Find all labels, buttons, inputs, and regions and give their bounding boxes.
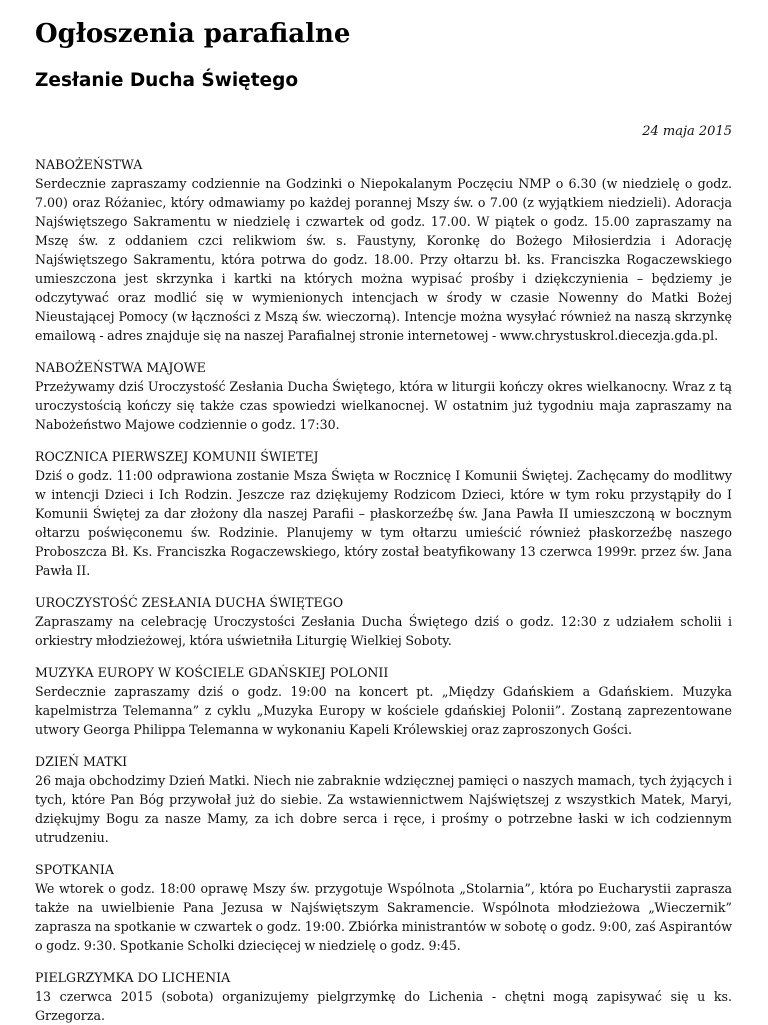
section-spotkania: [35, 860, 732, 955]
section-title: SPOTKANIA: [35, 862, 114, 877]
section-muzyka-europy: [35, 663, 732, 739]
section-pielgrzymka: [35, 968, 732, 1025]
section-title: NABOŻEŃSTWA MAJOWE: [35, 360, 206, 375]
section-title: NABOŻEŃSTWA: [35, 157, 143, 172]
page-title: Ogłoszenia parafialne: [35, 19, 351, 49]
page-subtitle: Zesłanie Ducha Świętego: [35, 70, 299, 91]
section-rocznica-komunii: [35, 447, 732, 580]
section-body: We wtorek o godz. 18:00 oprawę Mszy św. przygotuje Wspólnota „Stolarnia”, która po Eucharystii zaprasza także na uwielbienie Pana Jezusa w Najświętszym Sakramencie. Wspólnota młodzieżowa „Wieczernik” zaprasza na spotkanie w czwartek o godz. 19:00. Zbiórka ministrantów w sobotę o godz. 9:00, zaś Aspirantów o godz. 9:30. Spotkanie Scholki dziecięcej w niedzielę o godz. 9:45.: [35, 881, 732, 953]
section-nabozenstwa: [35, 155, 732, 345]
section-body: Przeżywamy dziś Uroczystość Zesłania Ducha Świętego, która w liturgii kończy okres wielkanocny. Wraz z tą uroczystością kończy się także czas spowiedzi wielkanocnej. W ostatnim już tygodniu maja zapraszamy na Nabożeństwo Majowe codziennie o godz. 17:30.: [35, 379, 732, 432]
section-body: Serdecznie zapraszamy dziś o godz. 19:00 na koncert pt. „Między Gdańskiem a Gdańskiem. Muzyka kapelmistrza Telemanna” z cyklu „Muzyka Europy w kościele gdańskiej Polonii”. Zostaną zaprezentowane utwory Georga Philippa Telemanna w wykonaniu Kapeli Królewskiej oraz zaproszonych Gości.: [35, 684, 732, 737]
section-uroczystosc: [35, 593, 732, 650]
announcement-date: 24 maja 2015: [642, 124, 732, 139]
section-body: Zapraszamy na celebrację Uroczystości Zesłania Ducha Świętego dziś o godz. 12:30 z udziałem scholii i orkiestry młodzieżowej, która uświetniła Liturgię Wielkiej Soboty.: [35, 614, 732, 648]
announcements-page: [35, 14, 732, 1025]
section-title: UROCZYSTOŚĆ ZESŁANIA DUCHA ŚWIĘTEGO: [35, 595, 344, 610]
section-title: DZIEŃ MATKI: [35, 754, 128, 769]
section-body: 26 maja obchodzimy Dzień Matki. Niech nie zabraknie wdzięcznej pamięci o naszych mamach, tych żyjących i tych, które Pan Bóg przywołał już do siebie. Za wstawiennictwem Najświętszej z wszystkich Matek, Maryi, dziękujmy Bogu za nasze Mamy, za ich dobre serca i ręce, i prośmy o potrzebne łaski w ich codziennym utrudzeniu.: [35, 773, 732, 845]
section-title: PIELGRZYMKA DO LICHENIA: [35, 970, 231, 985]
section-dzien-matki: [35, 752, 732, 847]
section-nabozenstwa-majowe: [35, 358, 732, 434]
section-title: ROCZNICA PIERWSZEJ KOMUNII ŚWIETEJ: [35, 449, 319, 464]
section-body: Dziś o godz. 11:00 odprawiona zostanie Msza Święta w Rocznicę I Komunii Świętej. Zachęcamy do modlitwy w intencji Dzieci i Ich Rodzin. Jeszcze raz dziękujemy Rodzicom Dzieci, które w tym roku przystąpiły do I Komunii Świętej za dar złożony dla naszej Parafii – płaskorzeźbę św. Jana Pawła II umieszczoną w bocznym ołtarzu poświęconemu św. Rodzinie. Planujemy w tym ołtarzu umieścić również płaskorzeźbę naszego Proboszcza Bł. Ks. Franciszka Rogaczewskiego, który został beatyfikowany 13 czerwca 1999r. przez św. Jana Pawła II.: [35, 468, 732, 578]
section-title: MUZYKA EUROPY W KOŚCIELE GDAŃSKIEJ POLONII: [35, 665, 389, 680]
section-body: 13 czerwca 2015 (sobota) organizujemy pielgrzymkę do Lichenia - chętni mogą zapisywać się u ks. Grzegorza.: [35, 989, 732, 1023]
section-body: Serdecznie zapraszamy codziennie na Godzinki o Niepokalanym Poczęciu NMP o 6.30 (w niedzielę o godz. 7.00) oraz Różaniec, który odmawiamy po każdej porannej Mszy św. o 7.00 (z wyjątkiem niedzieli). Adoracja Najświętszego Sakramentu w niedzielę i czwartek od godz. 17.00. W piątek o godz. 15.00 zapraszamy na Mszę św. z oddaniem czci relikwiom św. s. Faustyny, Koronkę do Bożego Miłosierdzia i Adorację Najświętszego Sakramentu, która potrwa do godz. 18.00. Przy ołtarzu bł. ks. Franciszka Rogaczewskiego umieszczona jest skrzynka i kartki na których można wypisać prośby i dziękczynienia – będziemy je odczytywać oraz modlić się w wymienionych intencjach w środy w czasie Nowenny do Matki Bożej Nieustającej Pomocy (w łączności z Mszą św. wieczorną). Intencje można wysyłać również na naszą skrzynkę emailową - adres znajduje się na naszej Parafialnej stronie internetowej - www.chrystuskrol.diecezja.gda.pl.: [35, 176, 732, 343]
